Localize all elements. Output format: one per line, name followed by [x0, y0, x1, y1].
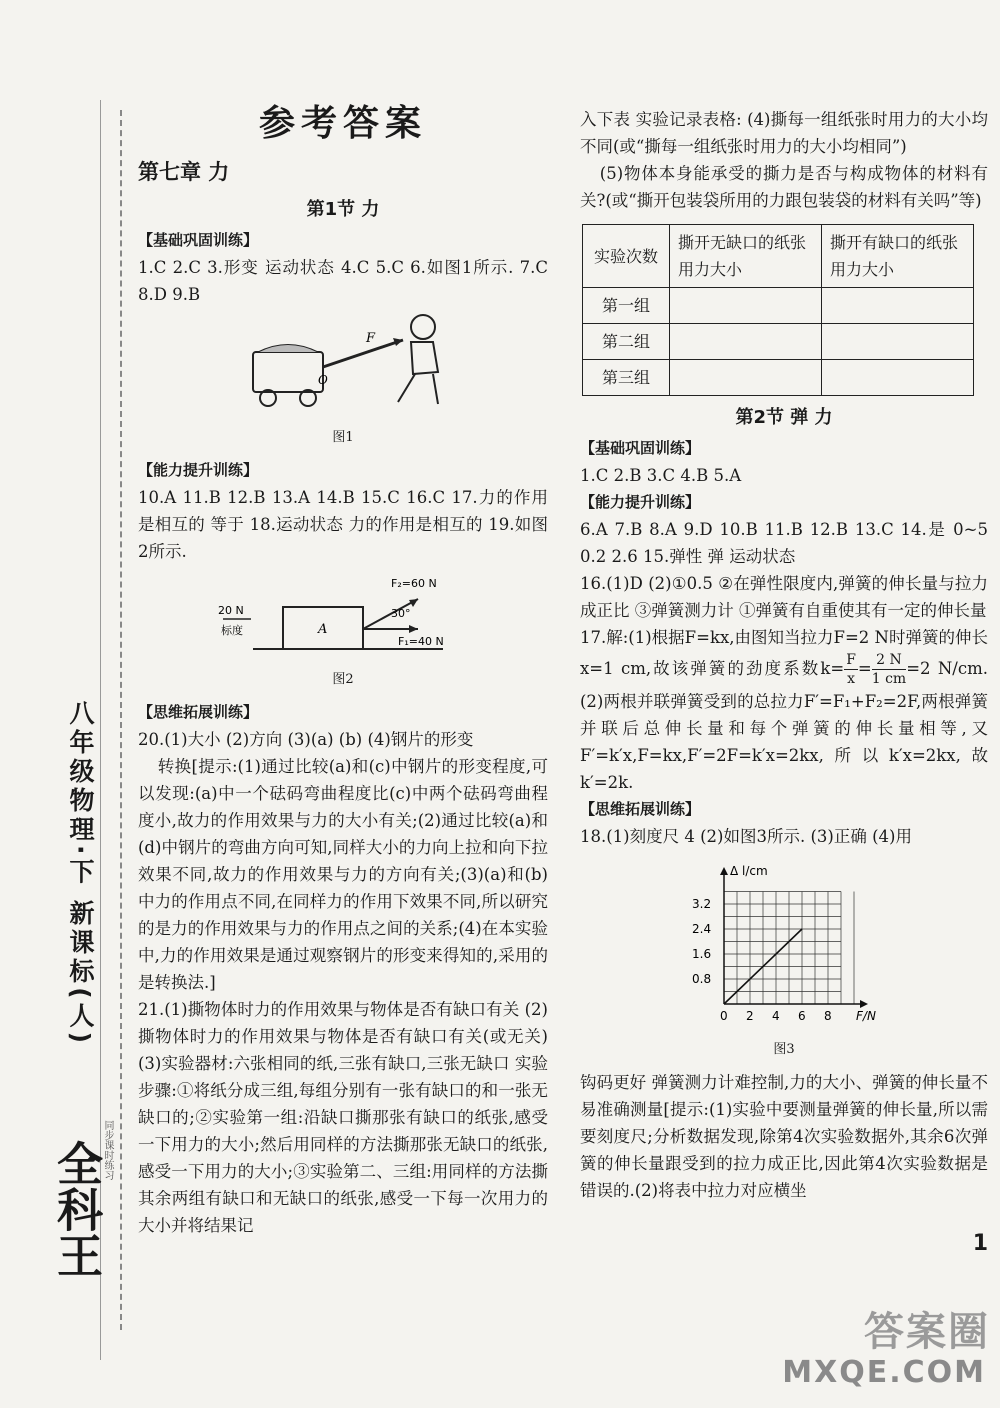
table-row — [583, 360, 974, 396]
table-header: 撕开无缺口的纸张用力大小 — [670, 225, 822, 288]
figure-caption: 图3 — [773, 1042, 795, 1057]
table-cell: 第二组 — [583, 324, 670, 360]
right-column — [580, 100, 988, 1256]
y-tick-label: 1.6 — [692, 947, 712, 961]
y-arrow — [720, 867, 728, 875]
x-tick-label: 2 — [746, 1009, 754, 1023]
record-table — [582, 224, 974, 396]
force-diagram — [213, 569, 473, 664]
x-tick-label: 0 — [720, 1009, 728, 1023]
fraction: $\frac{F}{x}$ — [846, 652, 856, 687]
x-arrow — [860, 1000, 868, 1008]
section-tag: 【能力提升训练】 — [138, 461, 259, 479]
answer-text-part: 17.解:(1)根据F=kx,由图知当拉力F=2 N时弹簧的伸长x=1 cm,故该弹簧的劲度系数k= — [580, 628, 988, 678]
table-cell: 第三组 — [583, 360, 670, 396]
cart-boy-illustration — [233, 312, 453, 422]
figure-1 — [233, 312, 453, 422]
figure-3 — [684, 854, 884, 1034]
page-title: 参考答案 — [258, 102, 427, 144]
answer-text: 1.C 2.B 3.C 4.B 5.A — [580, 466, 742, 485]
block-label: A — [318, 622, 328, 637]
brand-logo: 全科王 — [50, 1140, 104, 1278]
origin-label: O — [318, 373, 328, 387]
answer-text: 转换[提示:(1)通过比较(a)和(c)中钢片的形变程度,可以发现:(a)中一个砝码弯曲程度比(c)中两个砝码弯曲程度小,故力的作用效果与力的大小有关;(2)通过比较(a)和(d)中钢片的弯曲方向可知,同样大小的力向上拉和向下拉效果不同,故力的作用效果与力的方向有关;(3)(a)和(b)中力的作用点不同,在同样力的作用下效果不同,所以研究的是力的作用效果与力的作用点之间的关系;(4)在本实验中,力的作用效果是通过观察钢片的形变来得知的,采用的是转换法.] — [138, 757, 548, 992]
section-title: 第2节 弹 力 — [735, 407, 833, 428]
scale-label: 标度 — [221, 624, 243, 637]
answer-text: 入下表 实验记录表格: (4)撕每一组纸张时用力的大小均不同(或“撕每一组纸张时用力的大小均相同”) — [580, 110, 988, 156]
table-row — [583, 288, 974, 324]
y-axis-label: Δ l/cm — [730, 864, 768, 878]
figure-caption: 图2 — [332, 672, 354, 687]
answer-text: 6.A 7.B 8.A 9.D 10.B 11.B 12.B 13.C 14.是 0~5 0.2 2.6 15.弹性 弹 运动状态 — [580, 520, 988, 566]
figure-2 — [213, 569, 473, 664]
answer-text: 18.(1)刻度尺 4 (2)如图3所示. (3)正确 (4)用 — [580, 827, 912, 846]
answer-text: 21.(1)撕物体时力的作用效果与物体是否有缺口有关 (2)撕物体时力的作用效果与物体是否有缺口有关(或无关) (3)实验器材:六张相同的纸,三张有缺口,三张无缺口 实验步骤:①将纸分成三组,每组分别有一张有缺口的和一张无缺口的;②实验第一组:沿缺口撕那张有缺口的纸张,感受一下用力的大小;然后用同样的方法撕那张无缺口的纸张,感受一下用力的大小;③实验第二、三组:用同样的方法撕其余两组有缺口和无缺口的纸张,感受一下每一次用力的大小并将结果记 — [138, 1000, 548, 1235]
f1-label: F₁=40 N — [398, 635, 444, 648]
x-tick-label: 8 — [824, 1009, 832, 1023]
page-number: 1 — [972, 1231, 988, 1256]
y-tick-label: 3.2 — [692, 897, 712, 911]
left-column — [138, 100, 548, 1239]
watermark-url: MXQE.COM — [782, 1355, 986, 1390]
section-tag: 【基础巩固训练】 — [580, 439, 701, 457]
answer-text: (5)物体本身能承受的撕力是否与构成物体的材料有关?(或“撕开包装袋所用的力跟包装袋的材料有关吗”等) — [580, 164, 988, 210]
table-cell: 第一组 — [583, 288, 670, 324]
answer-text-part: =2 N/cm. (2)两根并联弹簧受到的总拉力F′=F₁+F₂=2F,两根弹簧并联后总伸长量和每个弹簧的伸长量相等,又F′=k′x,F=kx,F′=2F=k′x=2kx,所以k′x=2kx,故k′=2k. — [580, 659, 988, 792]
table-row — [583, 324, 974, 360]
answer-text: 钩码更好 弹簧测力计难控制,力的大小、弹簧的伸长量不易准确测量[提示:(1)实验中要测量弹簧的伸长量,所以需要刻度尺;分析数据发现,除第4次实验数据外,其余6次弹簧的伸长量跟受到的拉力成正比,因此第4次实验数据是错误的.(2)将表中拉力对应横坐 — [580, 1073, 988, 1200]
section-tag: 【思维拓展训练】 — [580, 800, 701, 818]
answer-text: 1.C 2.C 3.形变 运动状态 4.C 5.C 6.如图1所示. 7.C 8.D 9.B — [138, 258, 548, 304]
spring-chart — [684, 854, 884, 1034]
figure-caption: 图1 — [332, 430, 354, 445]
f2-label: F₂=60 N — [391, 577, 437, 590]
binding-line — [120, 110, 122, 1330]
x-tick-label: 6 — [798, 1009, 806, 1023]
section-tag: 【能力提升训练】 — [580, 493, 701, 511]
angle-label: 30° — [391, 607, 411, 620]
y-tick-label: 0.8 — [692, 972, 712, 986]
chapter-title: 第七章 力 — [138, 160, 230, 184]
section-tag: 【思维拓展训练】 — [138, 703, 259, 721]
answer-text: 16.(1)D (2)①0.5 ②在弹性限度内,弹簧的伸长量与拉力成正比 ③弹簧测力计 ①弹簧有自重使其有一定的伸长量 — [580, 574, 988, 620]
table-header: 撕开有缺口的纸张用力大小 — [822, 225, 974, 288]
fraction: $\frac{2 N}{1 cm}$ — [871, 652, 907, 687]
answer-text: 20.(1)大小 (2)方向 (3)(a) (b) (4)钢片的形变 — [138, 730, 474, 749]
x-axis-label: F/N — [856, 1009, 876, 1023]
book-spine — [0, 0, 132, 1408]
watermark-logo: 答案圈 — [864, 1309, 990, 1355]
section-tag: 【基础巩固训练】 — [138, 231, 259, 249]
table-header: 实验次数 — [583, 225, 670, 288]
section-title: 第1节 力 — [306, 199, 380, 220]
answer-text: 17.解:(1)根据F=kx,由图知当拉力F=2 N时弹簧的伸长x=1 cm,故该弹簧的劲度系数k= $\frac{F}{x}$ = $\frac{2 N}{1 cm}$ =2 N/cm. (2)两根并联弹簧受到的总拉力F′=F₁+F₂=2F,两根弹簧并联后总伸长量和每个弹簧的伸长量相等,又F′=k′x,F=kx,F′=2F=k′x=2kx,所以k′x=2kx,故k′=2k. — [580, 628, 988, 792]
brand-subtitle: 同步课时练习 — [102, 1120, 113, 1180]
scale-value: 20 N — [218, 604, 244, 617]
y-tick-label: 2.4 — [692, 922, 712, 936]
answer-text: 10.A 11.B 12.B 13.A 14.B 15.C 16.C 17.力的作用是相互的 等于 18.运动状态 力的作用是相互的 19.如图2所示. — [138, 488, 548, 561]
spine-title: 八年级物理·下 新课标(人) — [66, 700, 95, 1048]
x-tick-label: 4 — [772, 1009, 780, 1023]
force-label: F — [366, 331, 376, 346]
